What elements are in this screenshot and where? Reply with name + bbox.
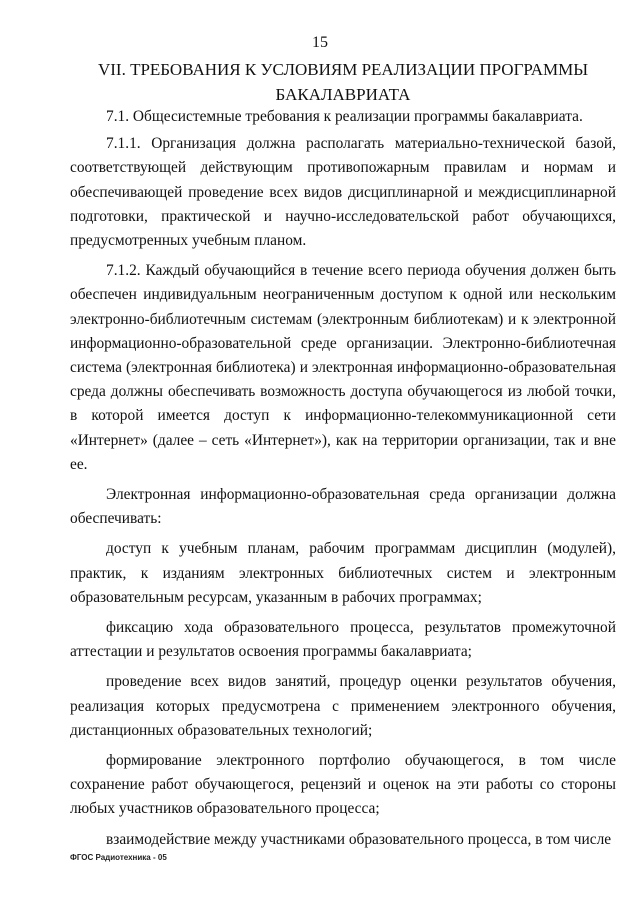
document-footer: ФГОС Радиотехника - 05 xyxy=(70,853,167,862)
paragraph-7-1: 7.1. Общесистемные требования к реализации программы бакалавриата. xyxy=(106,108,583,125)
document-body xyxy=(70,105,616,858)
section-heading-line-2: БАКАЛАВРИАТА xyxy=(275,85,411,104)
list-item-access: доступ к учебным планам, рабочим программам дисциплин (модулей), практик, к изданиям электронных библиотечных систем и электронным образовательным ресурсам, указанным в рабочих программах; xyxy=(70,540,616,606)
list-item-portfolio: формирование электронного портфолио обучающегося, в том числе сохранение работ обучающегося, рецензий и оценок на эти работы со стороны любых участников образовательного процесса; xyxy=(70,752,616,818)
paragraph-7-1-1: 7.1.1. Организация должна располагать материально-технической базой, соответствующей действующим противопожарным правилам и нормам и обеспечивающей проведение всех видов дисциплинарной и междисциплинарной подготовки, практической и научно-исследовательской работ обучающихся, предусмотренных учебным планом. xyxy=(70,135,616,250)
page-number: 15 xyxy=(312,34,328,51)
paragraph-7-1-2: 7.1.2. Каждый обучающийся в течение всего периода обучения должен быть обеспечен индивидуальным неограниченным доступом к одной или нескольким электронно-библиотечным системам (электронным библиотекам) и к электронной информационно-образовательной среде организации. Электронно-библиотечная система (электронная библиотека) и электронная информационно-образовательная среда должны обеспечивать возможность доступа обучающегося из любой точки, в которой имеется доступ к информационно-телекоммуникационной сети «Интернет» (далее – сеть «Интернет»), как на территории организации, так и вне ее. xyxy=(70,262,616,473)
section-heading xyxy=(70,57,616,107)
paragraph-eios-intro: Электронная информационно-образовательная среда организации должна обеспечивать: xyxy=(70,486,616,528)
section-heading-line-1: VII. ТРЕБОВАНИЯ К УСЛОВИЯМ РЕАЛИЗАЦИИ ПРОГРАММЫ xyxy=(97,60,589,79)
list-item-fixation: фиксацию хода образовательного процесса, результатов промежуточной аттестации и результатов освоения программы бакалавриата; xyxy=(70,619,616,661)
list-item-classes: проведение всех видов занятий, процедур оценки результатов обучения, реализация которых предусмотрена с применением электронного обучения, дистанционных образовательных технологий; xyxy=(70,673,616,739)
list-item-interaction: взаимодействие между участниками образовательного процесса, в том числе xyxy=(106,830,612,848)
